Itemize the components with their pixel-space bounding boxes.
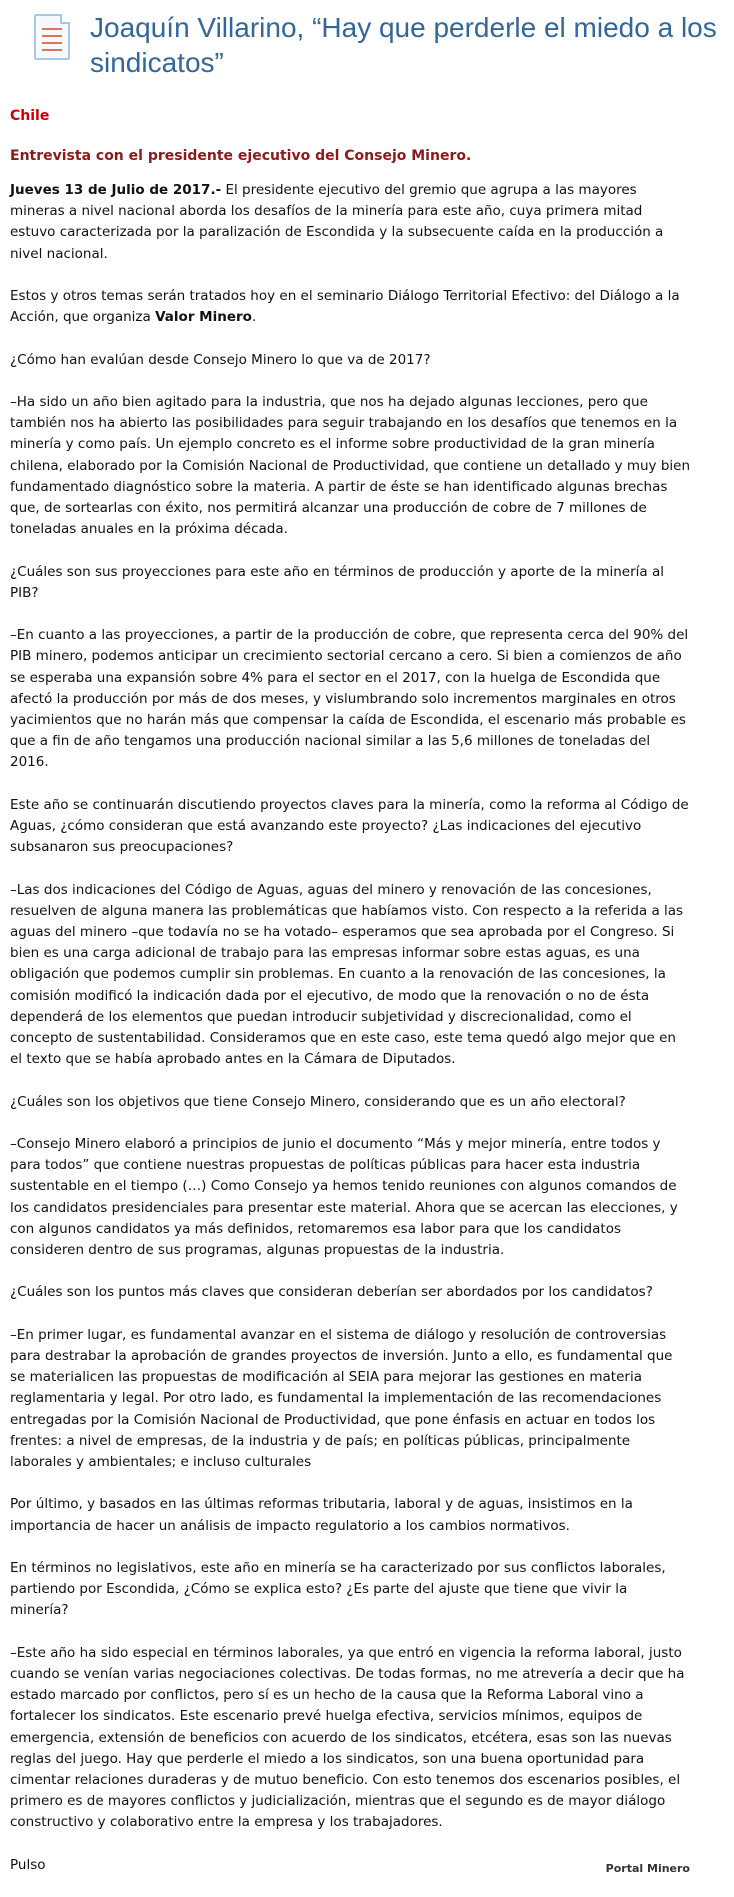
source-label: Portal Minero	[605, 1862, 690, 1875]
answer-2: –En cuanto a las proyecciones, a partir de la producción de cobre, que representa cerca del 90% del PIB minero, podemos anticipar un crecimiento sectorial cercano a cero. Si bien a comienzos de año se esperaba una expansión sobre 4% para el sector en el 2017, con la huelga de Escondida que afectó la producción por más de dos meses, y vislumbrando solo incrementos marginales en otros yacimientos que no harán más que compensar la caída de Escondida, el escenario más probable es que a fin de año tengamos una producción nacional similar a las 5,6 millones de toneladas del 2016.	[10, 627, 689, 771]
question-4: ¿Cuáles son los objetivos que tiene Consejo Minero, considerando que es un año electoral?	[10, 1093, 626, 1110]
answer-1: –Ha sido un año bien agitado para la industria, que nos ha dejado algunas lecciones, pero que también nos ha abierto las posibilidades para seguir trabajando en los desafíos que tenemos en la minería y como país. Un ejemplo concreto es el informe sobre productividad de la gran minería chilena, elaborado por la Comisión Nacional de Productividad, que contiene un detallado y muy bien fundamentado diagnóstico sobre la materia. A partir de éste se han identificado algunas brechas que, de sortearlas con éxito, nos permitirá alcanzar una producción de cobre de 7 millones de toneladas anuales en la próxima década.	[10, 393, 690, 538]
question-6: En términos no legislativos, este año en minería se ha caracterizado por sus conflictos laborales, partiendo por Escondida, ¿Cómo se explica esto? ¿Es parte del ajuste que tiene que vivir la minería?	[10, 1560, 666, 1619]
article-body	[10, 180, 690, 1897]
country-label: Chile	[10, 108, 50, 124]
answer-6: –Este año ha sido especial en términos laborales, ya que entró en vigencia la reforma laboral, justo cuando se venían varias negociaciones colectivas. De todas formas, no me atrevería a decir que ha estado marcado por conflictos, pero sí es un hecho de la causa que la Reforma Laboral vino a fortalecer los sindicatos. Este escenario prevé huelga efectiva, servicios mínimos, equipos de emergencia, extensión de beneficios con acuerdo de los sindicatos, etcétera, esas son las nuevas reglas del juego. Hay que perderle el miedo a los sindicatos, son una buena oportunidad para cimentar relaciones duraderas y de mutuo beneficio. Con esto tenemos dos escenarios posibles, el primero es de mayores conflictos y judicialización, mientras que el segundo es de mayor diálogo constructivo y colaborativo entre la empresa y los trabajadores.	[10, 1644, 685, 1831]
article-subtitle: Entrevista con el presidente ejecutivo del Consejo Minero.	[10, 148, 472, 164]
answer-5-continued: Por último, y basados en las últimas reformas tributaria, laboral y de aguas, insistimos en la importancia de hacer un análisis de impacto regulatorio a los cambios normativos.	[10, 1496, 633, 1534]
question-3: Este año se continuarán discutiendo proyectos claves para la minería, como la reforma al Código de Aguas, ¿cómo consideran que está avanzando este proyecto? ¿Las indicaciones del ejecutivo subsanaron sus preocupaciones?	[10, 796, 689, 856]
answer-4: –Consejo Minero elaboró a principios de junio el documento “Más y mejor minería, entre todos y para todos” que contiene nuestras propuestas de políticas públicas para hacer esta industria sustentable en el tiempo (…) Como Consejo ya hemos tenido reuniones con algunos comandos de los candidatos presidenciales para presentar este material. Ahora que se acercan las elecciones, y con algunos candidatos ya más definidos, retomaremos esa labor para que los candidatos consideren dentro de sus programas, algunas propuestas de la industria.	[10, 1136, 678, 1259]
intro-paragraph: Estos y otros temas serán tratados hoy en el seminario Diálogo Territorial Efectivo: del Diálogo a la Acción, que organiza Valor Minero.	[10, 288, 680, 326]
lead-paragraph	[10, 180, 690, 265]
organizer-name: Valor Minero	[155, 309, 252, 326]
question-2: ¿Cuáles son sus proyecciones para este año en términos de producción y aporte de la minería al PIB?	[10, 563, 664, 601]
article-date: Jueves 13 de Julio de 2017.-	[10, 182, 222, 198]
answer-5: –En primer lugar, es fundamental avanzar en el sistema de diálogo y resolución de controversias para destrabar la aprobación de grandes proyectos de inversión. Junto a ello, es fundamental que se materialicen las propuestas de modificación al SEIA para mejorar las gestiones en materia reglamentaria y legal. Por otro lado, es fundamental la implementación de las recomendaciones entregadas por la Comisión Nacional de Productividad, que pone énfasis en actuar en todos los frentes: a nivel de empresas, de la industria y de país; en políticas públicas, principalmente laborales y ambientales; e incluso culturales	[10, 1326, 673, 1471]
question-1: ¿Cómo han evalúan desde Consejo Minero lo que va de 2017?	[10, 351, 431, 368]
question-5: ¿Cuáles son los puntos más claves que consideran deberían ser abordados por los candidatos?	[10, 1284, 653, 1301]
lead-text: El presidente ejecutivo del gremio que agrupa a las mayores mineras a nivel nacional aborda los desafíos de la minería para este año, cuya primera mitad estuvo caracterizada por la paralización de Escondida y la subsecuente caída en la producción a nivel nacional.	[10, 182, 664, 262]
credit-line: Pulso	[10, 1856, 46, 1873]
article-header	[10, 0, 724, 98]
article-title: Joaquín Villarino, “Hay que perderle el miedo a los sindicatos”	[90, 12, 717, 78]
answer-3: –Las dos indicaciones del Código de Aguas, aguas del minero y renovación de las concesiones, resuelven de alguna manera las problemáticas que habíamos visto. Con respecto a la referida a las aguas del minero –que todavía no se ha votado– esperamos que sea aprobada por el Congreso. Si bien es una carga adicional de trabajo para las empresas informar sobre estas aguas, es una obligación que podemos cumplir sin problemas. En cuanto a la renovación de las concesiones, la comisión modificó la indicación dada por el ejecutivo, de modo que la renovación o no de ésta dependerá de los elementos que puedan introducir subjetividad y discrecionalidad, como el concepto de sustentabilidad. Consideramos que en este caso, este tema quedó algo mejor que en el texto que se había aprobado antes en la Cámara de Diputados.	[10, 881, 684, 1068]
document-icon	[34, 14, 70, 60]
